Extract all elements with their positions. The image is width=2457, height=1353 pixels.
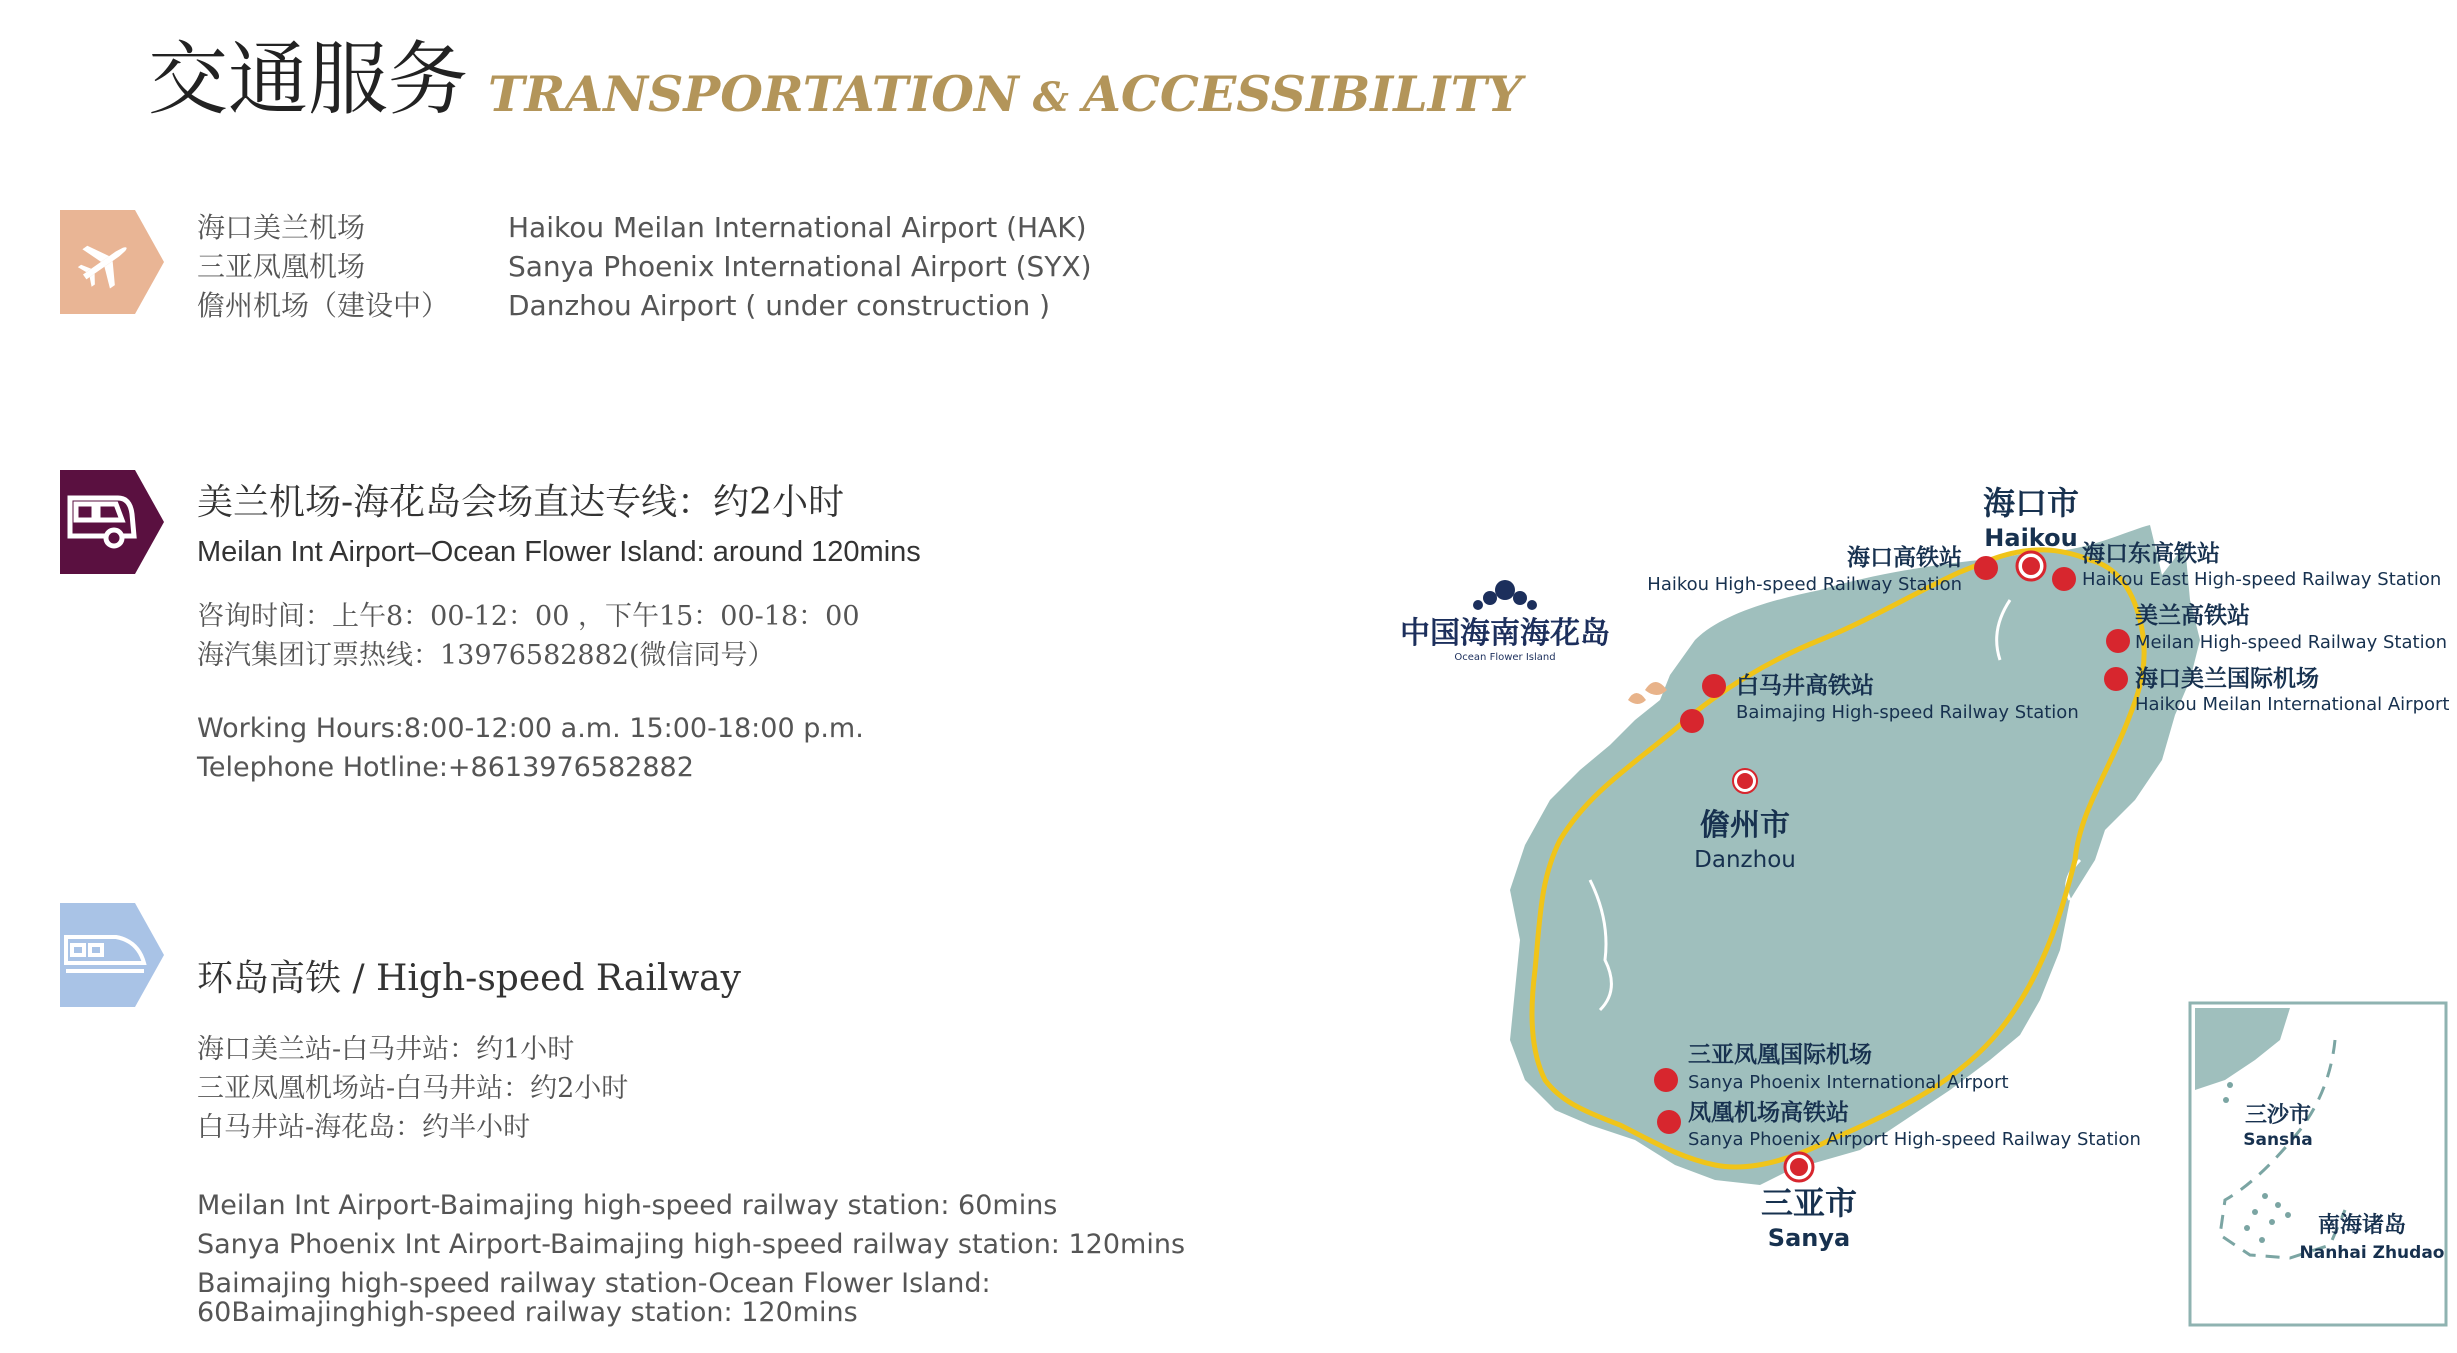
shuttle-hotline-en: Telephone Hotline:+8613976582882 xyxy=(197,752,694,783)
nanhai-en: Nanhai Zhudao xyxy=(2299,1243,2445,1263)
city-sanya-cn: 三亚市 xyxy=(1760,1184,1858,1222)
city-sanya-en: Sanya xyxy=(1767,1224,1851,1252)
page-title: 交通服务 xyxy=(148,33,468,126)
airport-names-en xyxy=(508,208,1092,325)
meilan-air-cn: 海口美兰国际机场 xyxy=(2135,666,2319,692)
railway-routes-cn xyxy=(197,1030,628,1147)
haikou-rail-cn: 海口高铁站 xyxy=(1847,545,1962,571)
shuttle-title-en: Meilan Int Airport–Ocean Flower Island: around 120mins xyxy=(197,536,921,568)
logo-text-en: Ocean Flower Island xyxy=(1454,652,1556,663)
shuttle-info-en xyxy=(197,709,864,787)
baimajing-cn: 白马井高铁站 xyxy=(1736,673,1874,699)
route-en-4: 60Baimajinghigh-speed railway station: 120mins xyxy=(197,1297,858,1328)
meilan-air-en: Haikou Meilan International Airport xyxy=(2135,694,2450,715)
route-cn-3: 白马井站-海花岛：约半小时 xyxy=(197,1112,531,1143)
haikou-east-en: Haikou East High-speed Railway Station xyxy=(2082,569,2442,590)
airport-cn-3: 儋州机场（建设中） xyxy=(197,289,450,322)
city-danzhou-cn: 儋州市 xyxy=(1700,808,1790,843)
shuttle-hours-cn: 咨询时间：上午8：00-12：00 ，下午15：00-18：00 xyxy=(197,601,860,632)
shuttle-title-cn: 美兰机场-海花岛会场直达专线：约2小时 xyxy=(197,482,845,523)
logo xyxy=(1400,580,1610,663)
meilan-rail-cn: 美兰高铁站 xyxy=(2135,603,2250,629)
meilan-rail-en: Meilan High-speed Railway Station xyxy=(2135,632,2447,653)
shuttle-hotline-cn: 海汽集团订票热线：13976582882(微信同号） xyxy=(197,640,775,671)
city-sansha-cn: 三沙市 xyxy=(2244,1103,2312,1128)
subtitle-right: ACCESSIBILITY xyxy=(1082,65,1523,123)
airport-en-3: Danzhou Airport ( under construction ) xyxy=(508,289,1051,322)
airport-en-2: Sanya Phoenix International Airport (SYX) xyxy=(508,250,1092,283)
plane-icon xyxy=(60,210,164,314)
sanya-air-marker xyxy=(1654,1068,1678,1092)
phoenix-rail-marker xyxy=(1657,1110,1681,1134)
meilan-air-marker xyxy=(2104,667,2128,691)
baimajing-marker xyxy=(1702,674,1726,698)
route-en-2: Sanya Phoenix Int Airport-Baimajing high-speed railway station: 120mins xyxy=(197,1229,1186,1260)
subtitle-left: TRANSPORTATION xyxy=(488,65,1019,123)
hainan-map xyxy=(1400,470,2457,1353)
city-danzhou-en: Danzhou xyxy=(1694,847,1796,873)
subtitle-amp: & xyxy=(1032,74,1069,121)
route-en-3: Baimajing high-speed railway station-Ocean Flower Island: xyxy=(197,1268,991,1299)
sanya-air-en: Sanya Phoenix International Airport xyxy=(1688,1072,2009,1093)
sanya-air-cn: 三亚凤凰国际机场 xyxy=(1688,1042,1872,1068)
haikou-east-cn: 海口东高铁站 xyxy=(2082,541,2220,567)
logo-text-cn: 中国海南海花岛 xyxy=(1400,616,1610,651)
train-icon xyxy=(60,903,164,1007)
airport-names-cn xyxy=(197,208,449,325)
shuttle-hours-en: Working Hours:8:00-12:00 a.m. 15:00-18:00 p.m. xyxy=(197,713,864,744)
city-haikou-cn: 海口市 xyxy=(1982,484,2080,522)
city-haikou-en: Haikou xyxy=(1984,524,2078,552)
haikou-rail-marker xyxy=(1974,556,1998,580)
route-cn-2: 三亚凤凰机场站-白马井站：约2小时 xyxy=(197,1073,629,1104)
bus-icon xyxy=(60,470,164,574)
ocean-flower-marker xyxy=(1680,709,1704,733)
railway-title: 环岛高铁 / High-speed Railway xyxy=(197,958,741,999)
airport-cn-1: 海口美兰机场 xyxy=(197,211,366,244)
airport-en-1: Haikou Meilan International Airport (HAK) xyxy=(508,211,1087,244)
city-sansha-en: Sansha xyxy=(2243,1130,2313,1150)
page-subtitle xyxy=(488,65,1523,123)
haikou-east-marker xyxy=(2052,567,2076,591)
phoenix-rail-en: Sanya Phoenix Airport High-speed Railway Station xyxy=(1688,1129,2141,1150)
phoenix-rail-cn: 凤凰机场高铁站 xyxy=(1688,1100,1849,1126)
south-china-sea-inset xyxy=(2190,1003,2446,1325)
route-en-1: Meilan Int Airport-Baimajing high-speed railway station: 60mins xyxy=(197,1190,1058,1221)
meilan-rail-marker xyxy=(2106,629,2130,653)
nanhai-cn: 南海诸岛 xyxy=(2317,1213,2407,1238)
railway-routes-en xyxy=(197,1186,1185,1332)
route-cn-1: 海口美兰站-白马井站：约1小时 xyxy=(197,1034,575,1065)
shuttle-info-cn xyxy=(197,597,860,675)
haikou-rail-en: Haikou High-speed Railway Station xyxy=(1647,574,1962,595)
baimajing-en: Baimajing High-speed Railway Station xyxy=(1736,702,2079,723)
airport-cn-2: 三亚凤凰机场 xyxy=(197,250,366,283)
